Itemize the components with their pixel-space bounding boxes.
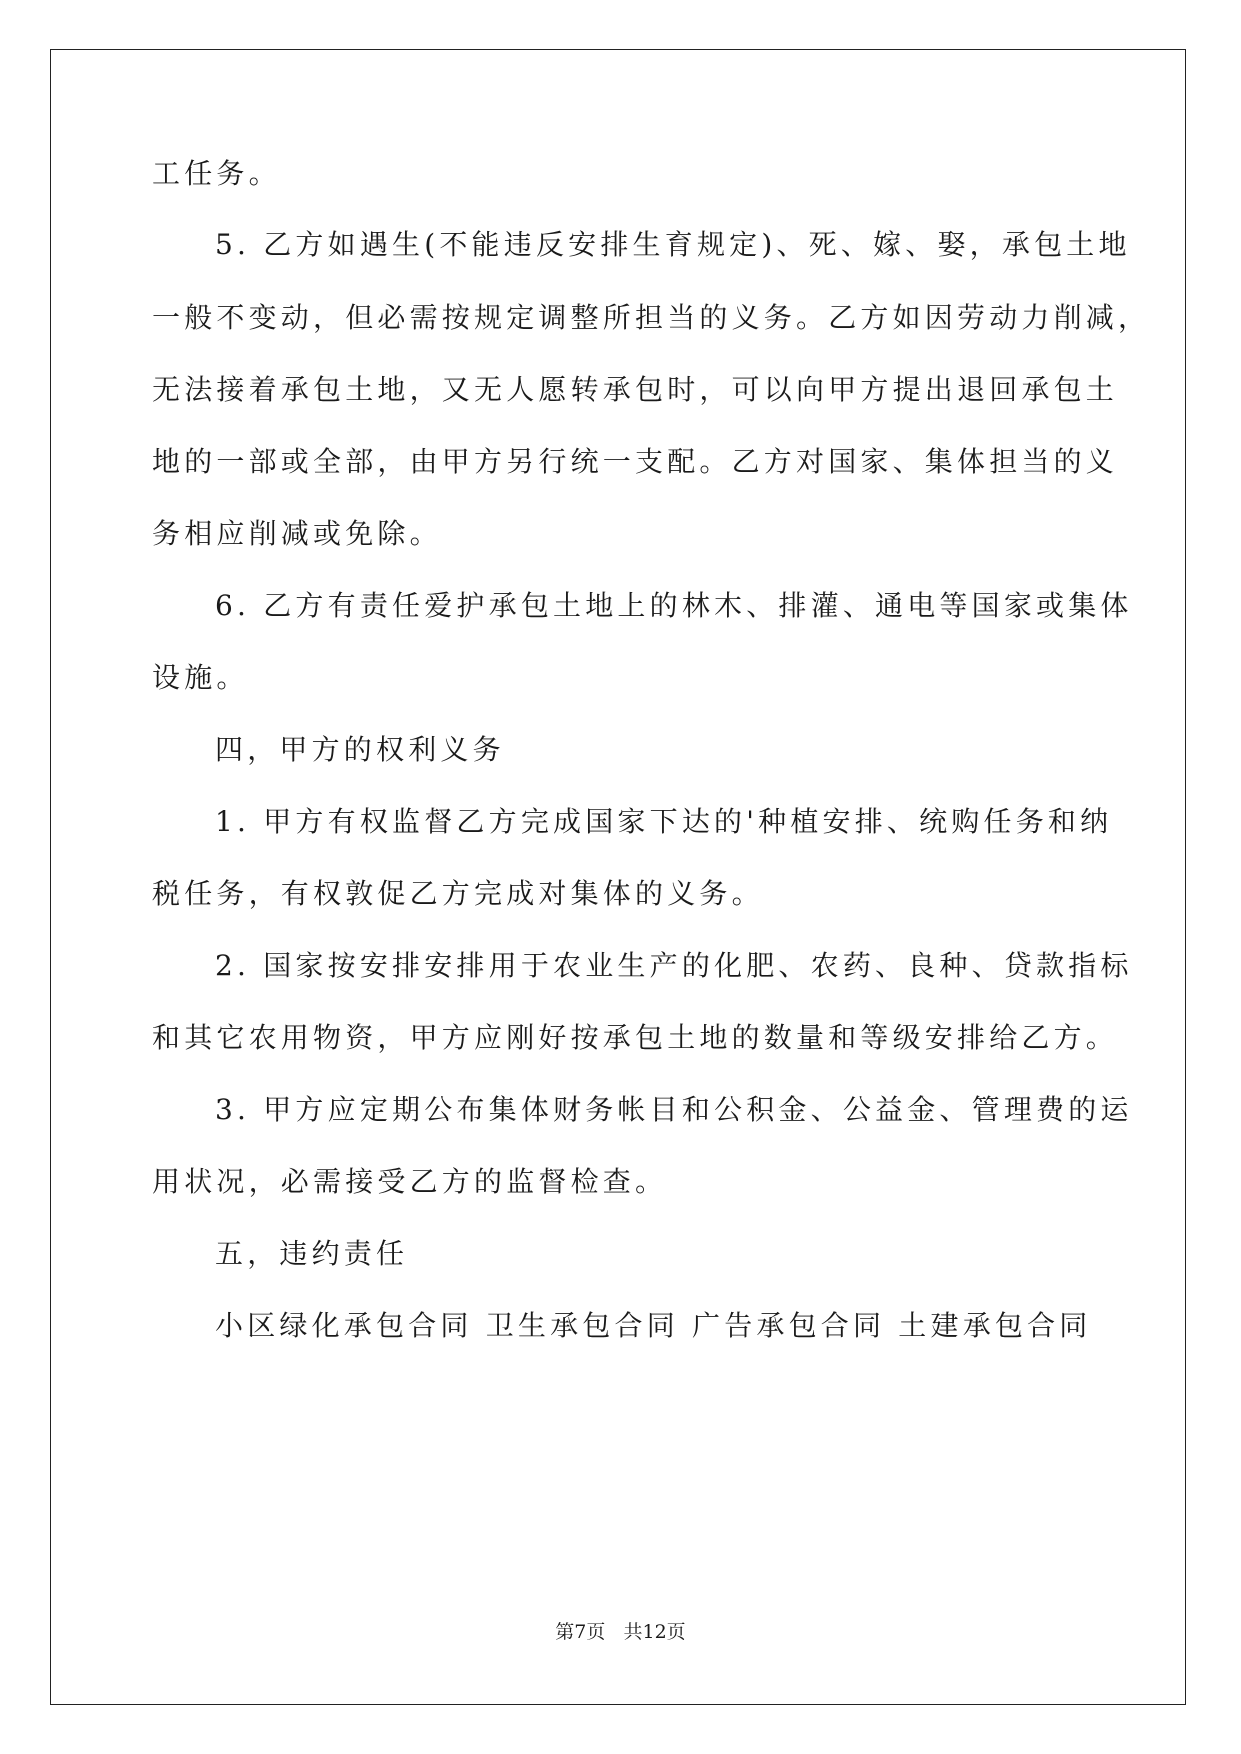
text-line: 设施。: [152, 661, 249, 694]
text-line: 地的一部或全部，由甲方另行统一支配。乙方对国家、集体担当的义: [152, 445, 1119, 478]
text-line: 1. 甲方有权监督乙方完成国家下达的'种植安排、统购任务和纳: [215, 805, 1113, 838]
text-line: 无法接着承包土地，又无人愿转承包时，可以向甲方提出退回承包土: [152, 373, 1119, 406]
text-line: 和其它农用物资，甲方应刚好按承包土地的数量和等级安排给乙方。: [152, 1021, 1119, 1054]
section-heading: 五，违约责任: [215, 1237, 409, 1270]
text-line: 工任务。: [152, 157, 281, 190]
text-line: 2. 国家按安排安排用于农业生产的化肥、农药、良种、贷款指标: [215, 949, 1133, 982]
text-line: 税任务，有权敦促乙方完成对集体的义务。: [152, 877, 764, 910]
text-line: 务相应削减或免除。: [152, 517, 442, 550]
related-contracts-line: 小区绿化承包合同 卫生承包合同 广告承包合同 土建承包合同: [215, 1309, 1092, 1342]
page-number-footer: 第7页 共12页: [555, 1621, 686, 1643]
text-line: 3. 甲方应定期公布集体财务帐目和公积金、公益金、管理费的运: [215, 1093, 1133, 1126]
text-line: 6. 乙方有责任爱护承包土地上的林木、排灌、通电等国家或集体: [215, 589, 1133, 622]
text-line: 5. 乙方如遇生(不能违反安排生育规定)、死、嫁、娶，承包土地: [215, 228, 1131, 261]
section-heading: 四，甲方的权利义务: [215, 733, 505, 766]
text-line: 用状况，必需接受乙方的监督检查。: [152, 1165, 668, 1198]
text-line: 一般不变动，但必需按规定调整所担当的义务。乙方如因劳动力削减，: [152, 301, 1151, 334]
